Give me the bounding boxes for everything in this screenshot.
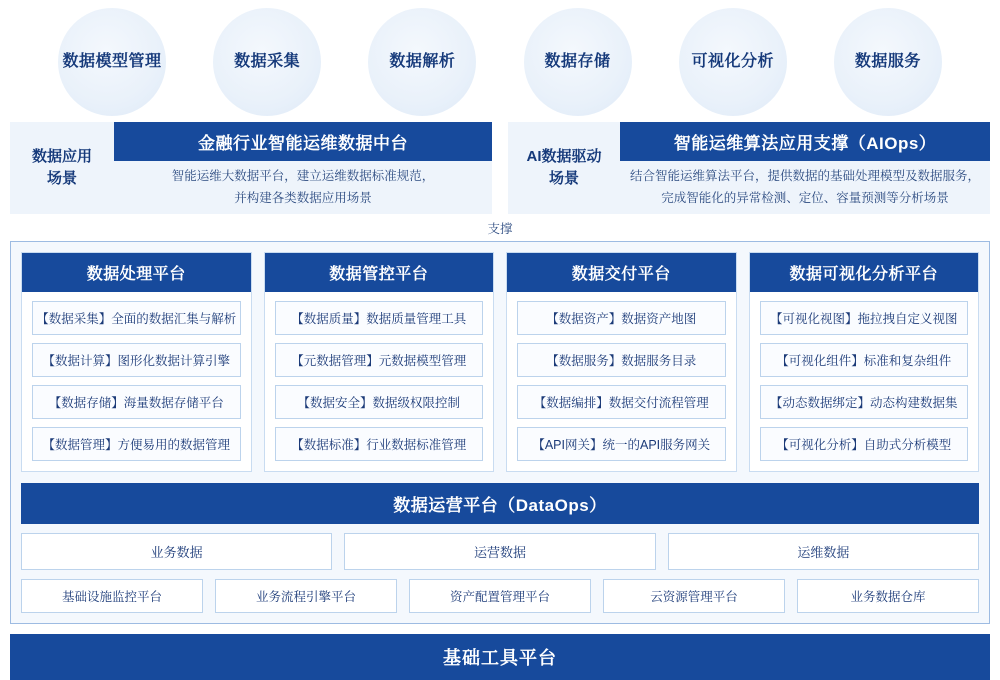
list-item: 业务数据 [21,533,332,570]
bubble-label: 可视化分析 [691,53,774,71]
list-item: 运营数据 [344,533,655,570]
platform-container [10,241,990,624]
capability-bubbles [0,0,1000,122]
list-item: 【动态数据绑定】动态构建数据集 [760,385,969,419]
scenario-data-application [10,122,492,214]
list-item: 【数据标准】行业数据标准管理 [275,427,484,461]
list-item: 【可视化分析】自助式分析模型 [760,427,969,461]
column-title: 数据管控平台 [265,253,494,292]
column-data-governance-platform [264,252,495,472]
list-item: 【数据质量】数据质量管理工具 [275,301,484,335]
column-items [750,292,979,471]
list-item: 【数据安全】数据级权限控制 [275,385,484,419]
list-item: 【数据采集】全面的数据汇集与解析 [32,301,241,335]
scenario-side-label-line2: 场景 [548,170,579,187]
column-items [507,292,736,471]
list-item: 业务流程引擎平台 [215,579,397,613]
scenario-side-label-line1: 数据应用 [31,147,92,165]
list-item: 资产配置管理平台 [409,579,591,613]
bubble-visual-analysis [679,8,787,116]
list-item: 【数据计算】图形化数据计算引擎 [32,343,241,377]
list-item: 【数据资产】数据资产地图 [517,301,726,335]
scenario-band [0,122,1000,214]
column-title: 数据可视化分析平台 [750,253,979,292]
bubble-label: 数据解析 [389,53,456,71]
scenario-content [620,122,990,214]
base-tool-platform: 基础工具平台 [10,634,990,680]
list-item: 【数据服务】数据服务目录 [517,343,726,377]
list-item: 【元数据管理】元数据模型管理 [275,343,484,377]
bubble-label: 数据存储 [544,53,611,71]
dataops-title: 数据运营平台（DataOps） [21,483,979,524]
bubble-data-storage [524,8,632,116]
scenario-side-label-line1: AI数据驱动 [526,147,602,165]
list-item: 运维数据 [668,533,979,570]
bubble-label: 数据采集 [234,53,301,71]
column-items [265,292,494,471]
scenario-description [114,161,492,214]
bubble-label: 数据模型管理 [62,53,162,71]
bubble-data-model-management [58,8,166,116]
column-data-processing-platform [21,252,252,472]
column-title: 数据处理平台 [22,253,251,292]
scenario-description-line1: 智能运维大数据平台，建立运维数据标准规范， [171,168,435,183]
list-item: 【API网关】统一的API服务网关 [517,427,726,461]
scenario-description-line2: 并构建各类数据应用场景 [234,190,372,205]
bubble-data-parsing [368,8,476,116]
column-title: 数据交付平台 [507,253,736,292]
list-item: 【可视化视图】拖拉拽自定义视图 [760,301,969,335]
scenario-side-label [508,122,620,214]
scenario-content [114,122,492,214]
column-data-visualization-platform [749,252,980,472]
scenario-title: 金融行业智能运维数据中台 [114,122,492,161]
list-item: 【可视化组件】标准和复杂组件 [760,343,969,377]
scenario-description-line2: 完成智能化的异常检测、定位、容量预测等分析场景 [661,190,949,205]
list-item: 业务数据仓库 [797,579,979,613]
list-item: 【数据存储】海量数据存储平台 [32,385,241,419]
list-item: 基础设施监控平台 [21,579,203,613]
bubble-data-service [834,8,942,116]
column-items [22,292,251,471]
scenario-side-label-line2: 场景 [46,170,77,187]
bubble-data-collection [213,8,321,116]
support-label: 支撑 [487,222,513,236]
list-item: 【数据管理】方便易用的数据管理 [32,427,241,461]
bubble-label: 数据服务 [854,53,921,71]
scenario-ai-data-driven [508,122,990,214]
scenario-description-line1: 结合智能运维算法平台，提供数据的基础处理模型及数据服务， [629,168,980,183]
column-data-delivery-platform [506,252,737,472]
dataops-platform-row [21,579,979,613]
scenario-side-label [10,122,114,214]
scenario-title: 智能运维算法应用支撑（AIOps） [620,122,990,161]
list-item: 【数据编排】数据交付流程管理 [517,385,726,419]
list-item: 云资源管理平台 [603,579,785,613]
scenario-description [620,161,990,214]
dataops-data-row [21,533,979,570]
platform-columns [21,252,979,472]
